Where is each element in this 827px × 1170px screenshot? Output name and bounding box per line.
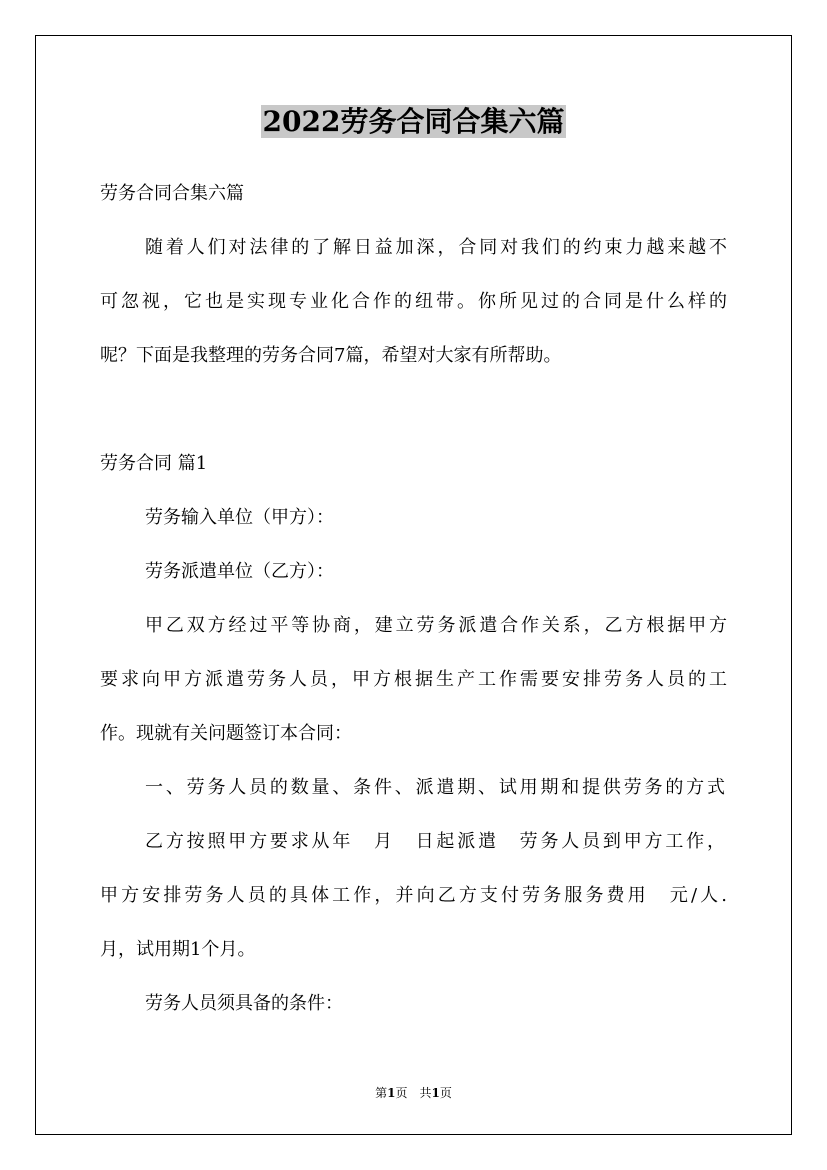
page-number: 1 — [387, 1086, 396, 1100]
paragraph-line: 月，试用期1个月。 — [100, 939, 256, 960]
paragraph-line: 乙方按照甲方要求从年 月 日起派遣 劳务人员到甲方工作， — [145, 831, 725, 852]
page-footer — [0, 1084, 827, 1101]
paragraph-line: 甲方安排劳务人员的具体工作，并向乙方支付劳务服务费用 元/人. — [100, 885, 727, 906]
paragraph-line: 可忽视，它也是实现专业化合作的纽带。你所见过的合同是什么样的 — [100, 291, 727, 312]
footer-text: 页 — [439, 1086, 452, 1100]
footer-text: 第 — [375, 1086, 388, 1100]
paragraph-line: 甲乙双方经过平等协商，建立劳务派遣合作关系，乙方根据甲方 — [145, 615, 727, 636]
document-title: 2022劳务合同合集六篇 — [262, 105, 565, 138]
paragraph-line: 劳务派遣单位（乙方）： — [145, 561, 334, 582]
paragraph-line: 劳务人员须具备的条件： — [145, 993, 343, 1014]
paragraph-line: 随着人们对法律的了解日益加深，合同对我们的约束力越来越不 — [145, 237, 727, 258]
section-heading: 劳务合同合集六篇 — [100, 183, 244, 204]
footer-text: 页 共 — [395, 1086, 432, 1100]
section-heading: 劳务合同 篇1 — [100, 453, 208, 474]
paragraph-line: 劳务输入单位（甲方）： — [145, 507, 334, 528]
paragraph-line: 作。现就有关问题签订本合同： — [100, 723, 352, 744]
paragraph-line: 呢？下面是我整理的劳务合同7篇，希望对大家有所帮助。 — [100, 345, 562, 366]
paragraph-line: 要求向甲方派遣劳务人员，甲方根据生产工作需要安排劳务人员的工 — [100, 669, 727, 690]
total-pages: 1 — [431, 1086, 440, 1100]
paragraph-line: 一、劳务人员的数量、条件、派遣期、试用期和提供劳务的方式 — [145, 777, 725, 798]
